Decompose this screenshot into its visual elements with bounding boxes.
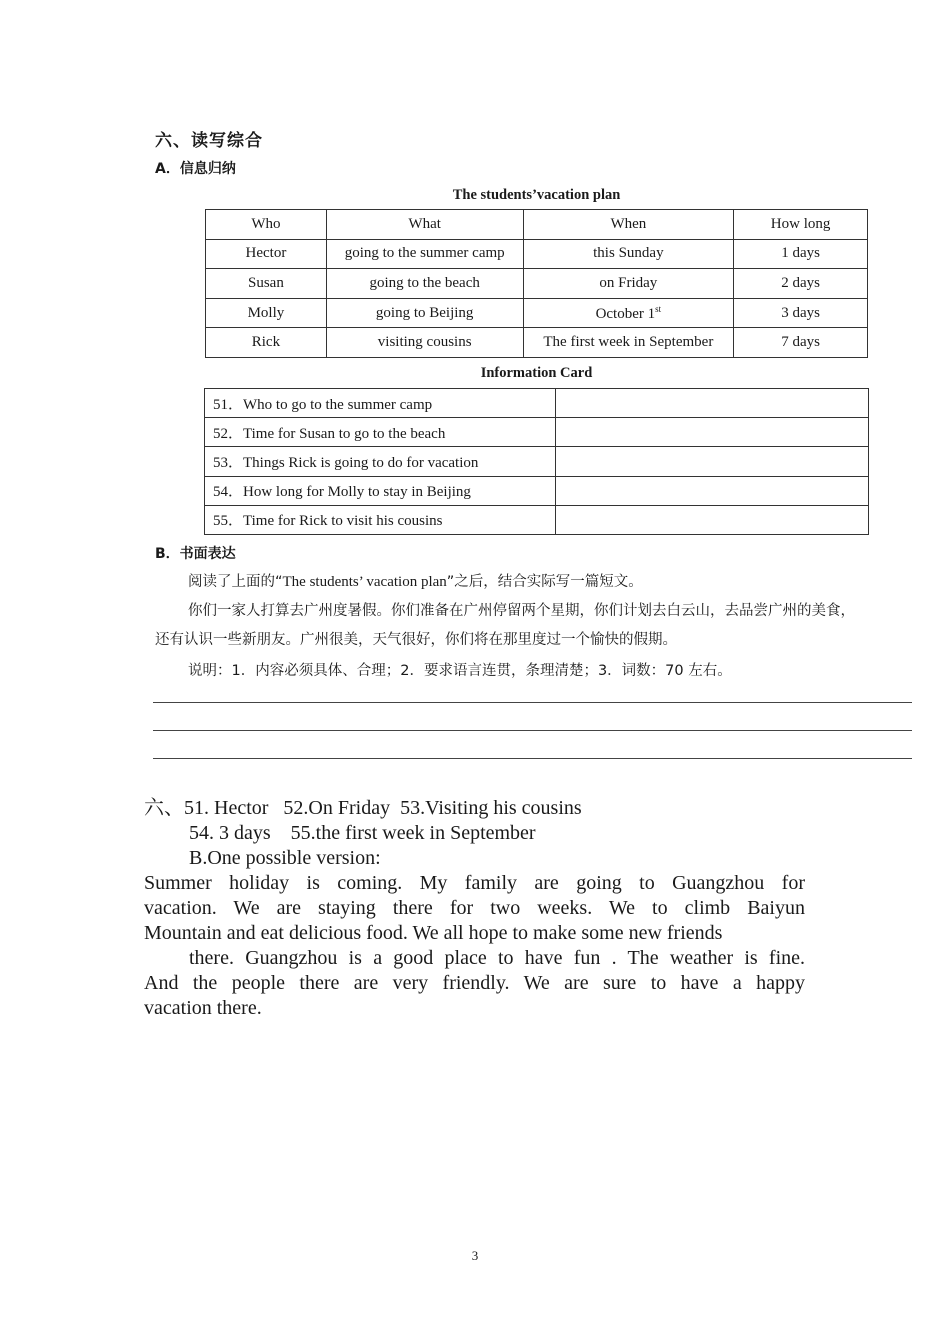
section-heading: 六、读写综合 [155,131,263,151]
header-cell: What [326,210,523,240]
sample-essay [144,871,805,1021]
table-cell: going to the summer camp [326,239,523,269]
table-cell: on Friday [523,269,734,299]
header-cell: Who [206,210,327,240]
answer-blank-cell [555,476,868,505]
question-cell: 51．Who to go to the summer camp [205,389,556,418]
answer-blank-cell [555,389,868,418]
table-row [205,389,869,418]
essay-line: Mountain and eat delicious food. We all hope to make some new friends [144,922,723,944]
table-cell: going to the beach [326,269,523,299]
question-cell: 52．Time for Susan to go to the beach [205,418,556,447]
table-cell: Molly [206,298,327,328]
table-row [206,328,868,358]
table-cell: The first week in September [523,328,734,358]
header-cell: When [523,210,734,240]
task-description-line: 还有认识一些新朋友。广州很美，天气很好，你们将在那里度过一个愉快的假期。 [155,632,677,648]
table-row [206,269,868,299]
question-cell: 54．How long for Molly to stay in Beijing [205,476,556,505]
instruction-text: ”之后，结合实际写一篇短文。 [446,574,643,590]
answer-blank-cell [555,447,868,476]
answer-line: 六、51. Hector 52.On Friday 53.Visiting his cousins [144,797,582,819]
table-row [206,239,868,269]
answer-blank-cell [555,418,868,447]
table-cell: 7 days [734,328,868,358]
table-cell: 2 days [734,269,868,299]
writing-line [153,702,912,703]
answer-line: B.One possible version: [189,847,381,869]
table-cell: Rick [206,328,327,358]
writing-line [153,730,912,731]
table-cell: Susan [206,269,327,299]
header-cell: How long [734,210,868,240]
answer-line: 54. 3 days 55.the first week in September [189,822,536,844]
essay-line: And the people there are very friendly. We are sure to have a happy [144,972,805,994]
essay-line: Summer holiday is coming. My family are going to Guangzhou for [144,872,805,894]
question-cell: 53．Things Rick is going to do for vacation [205,447,556,476]
writing-line [153,758,912,759]
question-cell: 55．Time for Rick to visit his cousins [205,505,556,534]
table-cell: 3 days [734,298,868,328]
table-cell: Hector [206,239,327,269]
info-card-caption: Information Card [480,365,593,381]
date-text: October 1 [595,305,656,322]
table-row [205,476,869,505]
table-row [205,418,869,447]
answer-blank-cell [555,505,868,534]
table-cell: this Sunday [523,239,734,269]
table-row [205,447,869,476]
information-card-table [204,388,869,535]
instruction-text: 阅读了上面的“ [188,574,283,590]
table-cell: visiting cousins [326,328,523,358]
essay-line: there. Guangzhou is a good place to have fun . The weather is fine. [189,947,805,969]
task-description-line: 你们一家人打算去广州度暑假。你们准备在广州停留两个星期，你们计划去白云山，去品尝广州的美食， [188,603,855,619]
task-requirements: 说明：1．内容必须具体、合理；2．要求语言连贯，条理清楚；3．词数：70 左右。 [188,663,732,679]
essay-line: vacation there. [144,997,262,1019]
page-number: 3 [471,1248,479,1263]
table-header-row [206,210,868,240]
part-b-heading: B．书面表达 [155,546,236,562]
instruction-title: The students’ vacation plan [282,574,447,590]
vacation-plan-table [205,209,868,358]
part-a-heading: A．信息归纳 [155,161,236,177]
task-instruction [188,570,643,591]
table-cell: going to Beijing [326,298,523,328]
table-cell: 1 days [734,239,868,269]
plan-table-caption: The students’vacation plan [452,187,621,203]
ordinal-suffix: st [655,303,662,314]
table-row [206,298,868,328]
table-row [205,505,869,534]
essay-line: vacation. We are staying there for two weeks. We to climb Baiyun [144,897,805,919]
table-cell [523,298,734,328]
